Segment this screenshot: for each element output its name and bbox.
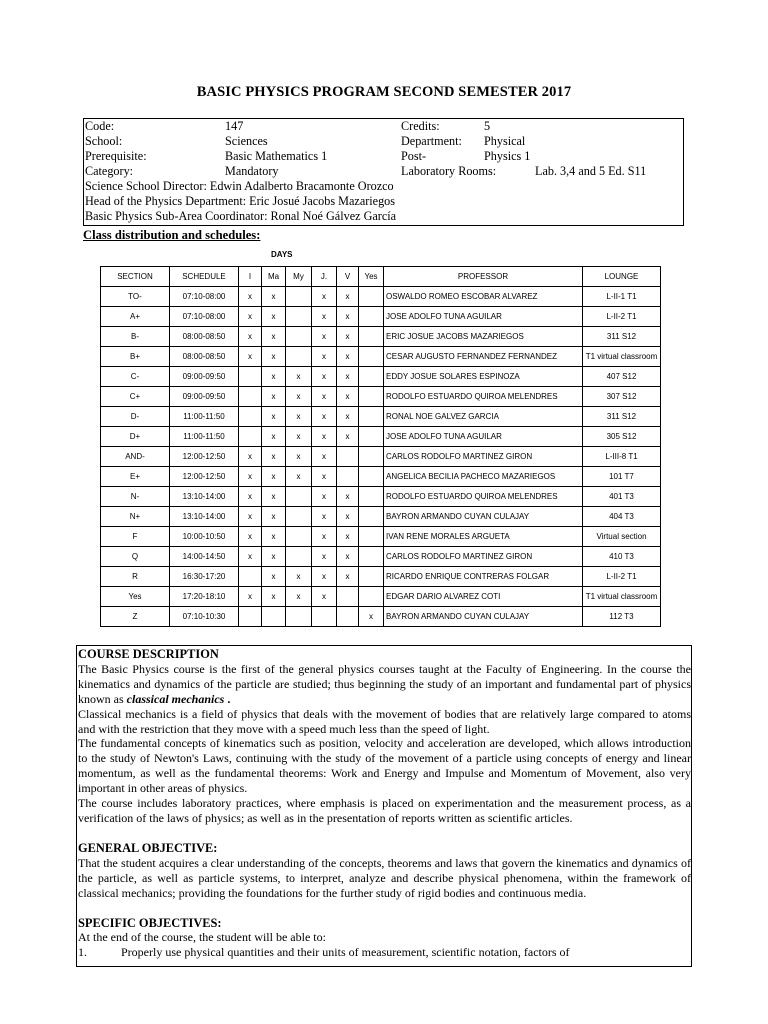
cell-day-yes: [359, 587, 384, 607]
cell-day-i: [239, 387, 262, 407]
cell-day-yes: [359, 547, 384, 567]
cell-section: Z: [101, 607, 170, 627]
cell-professor: RONAL NOE GALVEZ GARCIA: [384, 407, 583, 427]
course-info-box: [83, 118, 684, 226]
cell-schedule: 11:00-11:50: [170, 427, 239, 447]
cell-day-yes: [359, 367, 384, 387]
course-description-paragraph-3: The fundamental concepts of kinematics such as position, velocity and acceleration are developed, which allows introduction to the study of Newton's Laws, continuing with the study of the movement of a particle using concepts of energy and linear momentum, as well as the fundamental theorems: Work and Energy and Impulse and Momentum of Movement, also very important in other areas of physics.: [78, 736, 691, 796]
page-title: BASIC PHYSICS PROGRAM SECOND SEMESTER 2017: [196, 84, 572, 100]
cell-day-j: x: [312, 547, 337, 567]
cell-day-j: x: [312, 447, 337, 467]
code-value: 147: [225, 119, 244, 133]
cell-day-v: x: [337, 407, 359, 427]
cell-day-j: x: [312, 487, 337, 507]
cell-day-yes: [359, 487, 384, 507]
lab-label: Laboratory Rooms:: [401, 164, 497, 178]
cell-day-i: x: [239, 487, 262, 507]
cell-professor: EDGAR DARIO ALVAREZ COTI: [384, 587, 583, 607]
code-label: Code:: [85, 119, 115, 133]
cell-section: D+: [101, 427, 170, 447]
cell-schedule: 07:10-08:00: [170, 307, 239, 327]
cell-professor: BAYRON ARMANDO CUYAN CULAJAY: [384, 507, 583, 527]
cell-schedule: 14:00-14:50: [170, 547, 239, 567]
header-section: SECTION: [101, 267, 170, 287]
cell-day-yes: [359, 447, 384, 467]
cell-section: N-: [101, 487, 170, 507]
cell-professor: CESAR AUGUSTO FERNANDEZ FERNANDEZ: [384, 347, 583, 367]
cell-day-my: [286, 307, 312, 327]
specific-objectives-intro: At the end of the course, the student will be able to:: [78, 930, 326, 945]
header-professor: PROFESSOR: [384, 267, 583, 287]
header-schedule: SCHEDULE: [170, 267, 239, 287]
cell-day-i: x: [239, 307, 262, 327]
cell-day-ma: x: [262, 407, 286, 427]
cell-lounge: L-II-2 T1: [583, 567, 661, 587]
cell-day-ma: x: [262, 487, 286, 507]
cell-day-i: x: [239, 527, 262, 547]
cell-lounge: 112 T3: [583, 607, 661, 627]
header-day-v: V: [337, 267, 359, 287]
table-row: [101, 287, 661, 307]
cell-day-i: [239, 407, 262, 427]
class-distribution-heading: Class distribution and schedules:: [83, 228, 261, 242]
lab-value: Lab. 3,4 and 5 Ed. S11: [535, 164, 647, 178]
cell-day-i: x: [239, 347, 262, 367]
cell-section: N+: [101, 507, 170, 527]
cell-day-i: [239, 367, 262, 387]
cell-schedule: 09:00-09:50: [170, 367, 239, 387]
cell-day-ma: x: [262, 347, 286, 367]
table-row: [101, 347, 661, 367]
cell-section: C+: [101, 387, 170, 407]
department-label: Department:: [401, 134, 462, 148]
general-objective-text: That the student acquires a clear understanding of the concepts, theorems and laws that govern the kinematics and dynamics of the particle, as well as particle systems, to interpret, analyze and describe physical phenomena, within the framework of classical mechanics; providing the foundations for the further study of rigid bodies and continuous media.: [78, 855, 691, 900]
category-value: Mandatory: [225, 164, 279, 178]
cell-day-my: x: [286, 427, 312, 447]
cell-day-j: x: [312, 507, 337, 527]
cell-day-yes: [359, 347, 384, 367]
cell-day-v: x: [337, 367, 359, 387]
cell-day-my: x: [286, 587, 312, 607]
cell-schedule: 12:00-12:50: [170, 467, 239, 487]
department-value: Physical: [484, 134, 526, 148]
cell-lounge: L-II-1 T1: [583, 287, 661, 307]
cell-day-my: x: [286, 367, 312, 387]
table-row: [101, 447, 661, 467]
cell-day-v: x: [337, 567, 359, 587]
cell-section: B-: [101, 327, 170, 347]
cell-day-my: [286, 527, 312, 547]
header-day-j: J.: [312, 267, 337, 287]
cell-day-i: x: [239, 587, 262, 607]
table-row: [101, 487, 661, 507]
cell-day-my: [286, 507, 312, 527]
cell-schedule: 13:10-14:00: [170, 507, 239, 527]
cell-day-j: x: [312, 467, 337, 487]
cell-schedule: 11:00-11:50: [170, 407, 239, 427]
cell-day-my: x: [286, 467, 312, 487]
cell-day-my: [286, 287, 312, 307]
cell-day-v: [337, 607, 359, 627]
cell-section: Yes: [101, 587, 170, 607]
prerequisite-value: Basic Mathematics 1: [225, 149, 328, 163]
cell-schedule: 12:00-12:50: [170, 447, 239, 467]
cell-day-yes: [359, 467, 384, 487]
cell-day-ma: x: [262, 507, 286, 527]
cell-day-my: x: [286, 447, 312, 467]
cell-day-yes: [359, 407, 384, 427]
cell-section: F: [101, 527, 170, 547]
cell-schedule: 07:10-08:00: [170, 287, 239, 307]
cell-lounge: L-II-2 T1: [583, 307, 661, 327]
cell-day-yes: [359, 287, 384, 307]
info-row-category: [84, 164, 683, 179]
info-row-code: [84, 119, 683, 134]
cell-day-ma: x: [262, 467, 286, 487]
cell-schedule: 16:30-17:20: [170, 567, 239, 587]
cell-day-i: x: [239, 547, 262, 567]
cell-day-ma: x: [262, 287, 286, 307]
cell-day-v: x: [337, 387, 359, 407]
cell-day-j: x: [312, 307, 337, 327]
cell-day-my: [286, 327, 312, 347]
cell-lounge: 410 T3: [583, 547, 661, 567]
cell-day-v: x: [337, 547, 359, 567]
specific-objectives-heading: SPECIFIC OBJECTIVES:: [78, 915, 222, 930]
cell-professor: CARLOS RODOLFO MARTINEZ GIRON: [384, 447, 583, 467]
cell-day-v: x: [337, 487, 359, 507]
cell-day-yes: [359, 527, 384, 547]
cell-lounge: 311 S12: [583, 407, 661, 427]
cell-lounge: 307 S12: [583, 387, 661, 407]
cell-section: B+: [101, 347, 170, 367]
cell-section: E+: [101, 467, 170, 487]
cell-day-v: x: [337, 507, 359, 527]
category-label: Category:: [85, 164, 134, 178]
cell-lounge: 407 S12: [583, 367, 661, 387]
schedule-table: [100, 266, 661, 627]
cell-day-my: [286, 607, 312, 627]
cell-day-j: [312, 607, 337, 627]
cell-day-j: x: [312, 587, 337, 607]
cell-day-my: x: [286, 387, 312, 407]
cell-section: C-: [101, 367, 170, 387]
header-day-ma: Ma: [262, 267, 286, 287]
post-value: Physics 1: [484, 149, 531, 163]
cell-schedule: 17:20-18:10: [170, 587, 239, 607]
cell-day-my: x: [286, 567, 312, 587]
cell-professor: JOSE ADOLFO TUNA AGUILAR: [384, 427, 583, 447]
cell-professor: RODOLFO ESTUARDO QUIROA MELENDRES: [384, 487, 583, 507]
cell-day-j: x: [312, 527, 337, 547]
coordinator-line: Basic Physics Sub-Area Coordinator: Ronal Noé Gálvez García: [85, 209, 397, 223]
cell-section: A+: [101, 307, 170, 327]
table-row: [101, 527, 661, 547]
table-row: [101, 467, 661, 487]
cell-lounge: T1 virtual classroom: [583, 347, 661, 367]
table-row: [101, 427, 661, 447]
cell-day-my: [286, 487, 312, 507]
cell-lounge: L-III-8 T1: [583, 447, 661, 467]
cell-day-i: x: [239, 287, 262, 307]
header-day-i: I: [239, 267, 262, 287]
cell-day-yes: x: [359, 607, 384, 627]
cell-professor: ANGELICA BECILIA PACHECO MAZARIEGOS: [384, 467, 583, 487]
school-value: Sciences: [225, 134, 268, 148]
cell-schedule: 09:00-09:50: [170, 387, 239, 407]
cell-day-i: x: [239, 447, 262, 467]
course-description-box: [76, 645, 692, 967]
cell-lounge: 311 S12: [583, 327, 661, 347]
cell-day-yes: [359, 567, 384, 587]
cell-day-yes: [359, 327, 384, 347]
cell-day-ma: x: [262, 427, 286, 447]
course-description-paragraph-4: The course includes laboratory practices, where emphasis is placed on experimentation and the measurement process, as a verification of the laws of physics; as well as in the presentation of reports written as scientific articles.: [78, 796, 691, 825]
cell-day-ma: x: [262, 307, 286, 327]
cell-professor: ERIC JOSUE JACOBS MAZARIEGOS: [384, 327, 583, 347]
cell-day-i: [239, 567, 262, 587]
cell-professor: OSWALDO ROMEO ESCOBAR ALVAREZ: [384, 287, 583, 307]
director-line: Science School Director: Edwin Adalberto Bracamonte Orozco: [85, 179, 394, 193]
table-row: [101, 407, 661, 427]
cell-lounge: 101 T7: [583, 467, 661, 487]
cell-professor: RODOLFO ESTUARDO QUIROA MELENDRES: [384, 387, 583, 407]
cell-day-ma: x: [262, 387, 286, 407]
header-day-yes: Yes: [359, 267, 384, 287]
cell-schedule: 07:10-10:30: [170, 607, 239, 627]
cell-lounge: 404 T3: [583, 507, 661, 527]
table-row: [101, 307, 661, 327]
table-row: [101, 507, 661, 527]
cell-day-j: x: [312, 287, 337, 307]
cell-day-ma: x: [262, 527, 286, 547]
course-description-heading: COURSE DESCRIPTION: [78, 647, 219, 661]
cell-day-i: x: [239, 327, 262, 347]
table-row: [101, 587, 661, 607]
cell-section: Q: [101, 547, 170, 567]
cell-day-ma: x: [262, 587, 286, 607]
cell-day-v: x: [337, 307, 359, 327]
cell-day-v: x: [337, 347, 359, 367]
cell-day-yes: [359, 387, 384, 407]
cell-day-i: [239, 427, 262, 447]
cell-professor: CARLOS RODOLFO MARTINEZ GIRON: [384, 547, 583, 567]
table-row: [101, 567, 661, 587]
cell-day-yes: [359, 507, 384, 527]
table-header-row: [101, 267, 661, 287]
cell-day-j: x: [312, 387, 337, 407]
cell-section: TO-: [101, 287, 170, 307]
cell-day-v: [337, 467, 359, 487]
cell-day-v: x: [337, 427, 359, 447]
cell-day-ma: x: [262, 567, 286, 587]
info-row-prerequisite: [84, 149, 683, 164]
cell-day-ma: [262, 607, 286, 627]
table-row: [101, 327, 661, 347]
cell-day-i: [239, 607, 262, 627]
cell-day-j: x: [312, 327, 337, 347]
cell-lounge: T1 virtual classroom: [583, 587, 661, 607]
cell-day-j: x: [312, 427, 337, 447]
info-row-school: [84, 134, 683, 149]
cell-day-v: [337, 447, 359, 467]
cell-lounge: Virtual section: [583, 527, 661, 547]
table-row: [101, 387, 661, 407]
cell-schedule: 10:00-10:50: [170, 527, 239, 547]
classical-mechanics-emphasis: classical mechanics: [126, 691, 225, 706]
cell-lounge: 305 S12: [583, 427, 661, 447]
cell-schedule: 08:00-08:50: [170, 327, 239, 347]
credits-label: Credits:: [401, 119, 440, 133]
header-lounge: LOUNGE: [583, 267, 661, 287]
days-label: DAYS: [271, 250, 293, 259]
cell-lounge: 401 T3: [583, 487, 661, 507]
cell-day-ma: x: [262, 447, 286, 467]
school-label: School:: [85, 134, 123, 148]
cell-day-j: x: [312, 407, 337, 427]
cell-day-my: x: [286, 407, 312, 427]
cell-professor: JOSE ADOLFO TUNA AGUILAR: [384, 307, 583, 327]
cell-schedule: 13:10-14:00: [170, 487, 239, 507]
cell-professor: BAYRON ARMANDO CUYAN CULAJAY: [384, 607, 583, 627]
department-head-line: Head of the Physics Department: Eric Josué Jacobs Mazariegos: [85, 194, 396, 208]
cell-day-ma: x: [262, 327, 286, 347]
cell-day-i: x: [239, 507, 262, 527]
course-description-paragraph-2: Classical mechanics is a field of physics that deals with the movement of bodies that are relatively large compared to atoms and with the restriction that they move with a speed much less than the speed of light.: [78, 706, 691, 736]
table-row: [101, 547, 661, 567]
cell-day-v: x: [337, 327, 359, 347]
cell-day-i: x: [239, 467, 262, 487]
cell-day-j: x: [312, 367, 337, 387]
prerequisite-label: Prerequisite:: [85, 149, 147, 163]
cell-day-ma: x: [262, 367, 286, 387]
cell-day-yes: [359, 307, 384, 327]
header-day-my: My: [286, 267, 312, 287]
cell-day-my: [286, 347, 312, 367]
cell-professor: RICARDO ENRIQUE CONTRERAS FOLGAR: [384, 567, 583, 587]
schedule-table-body: [101, 287, 661, 627]
course-description-paragraph-1: The Basic Physics course is the first of the general physics courses taught at the Faculty of Engineering. In the course the kinematics and dynamics of the particle are studied; thus beginning the study of an important and fundamental part of physics known as classical mechanics .: [78, 661, 691, 706]
cell-section: D-: [101, 407, 170, 427]
cell-section: AND-: [101, 447, 170, 467]
cell-day-yes: [359, 427, 384, 447]
cell-schedule: 08:00-08:50: [170, 347, 239, 367]
post-label: Post-: [401, 149, 427, 163]
general-objective-heading: GENERAL OBJECTIVE:: [78, 840, 218, 855]
cell-section: R: [101, 567, 170, 587]
cell-day-v: x: [337, 527, 359, 547]
table-row: [101, 607, 661, 627]
cell-day-my: [286, 547, 312, 567]
credits-value: 5: [484, 119, 491, 133]
table-row: [101, 367, 661, 387]
cell-day-ma: x: [262, 547, 286, 567]
cell-day-j: x: [312, 347, 337, 367]
cell-day-v: [337, 587, 359, 607]
cell-professor: EDDY JOSUE SOLARES ESPINOZA: [384, 367, 583, 387]
specific-objective-item: 1. Properly use physical quantities and their units of measurement, scientific notation, factors of: [78, 945, 570, 960]
cell-day-v: x: [337, 287, 359, 307]
cell-day-j: x: [312, 567, 337, 587]
cell-professor: IVAN RENE MORALES ARGUETA: [384, 527, 583, 547]
